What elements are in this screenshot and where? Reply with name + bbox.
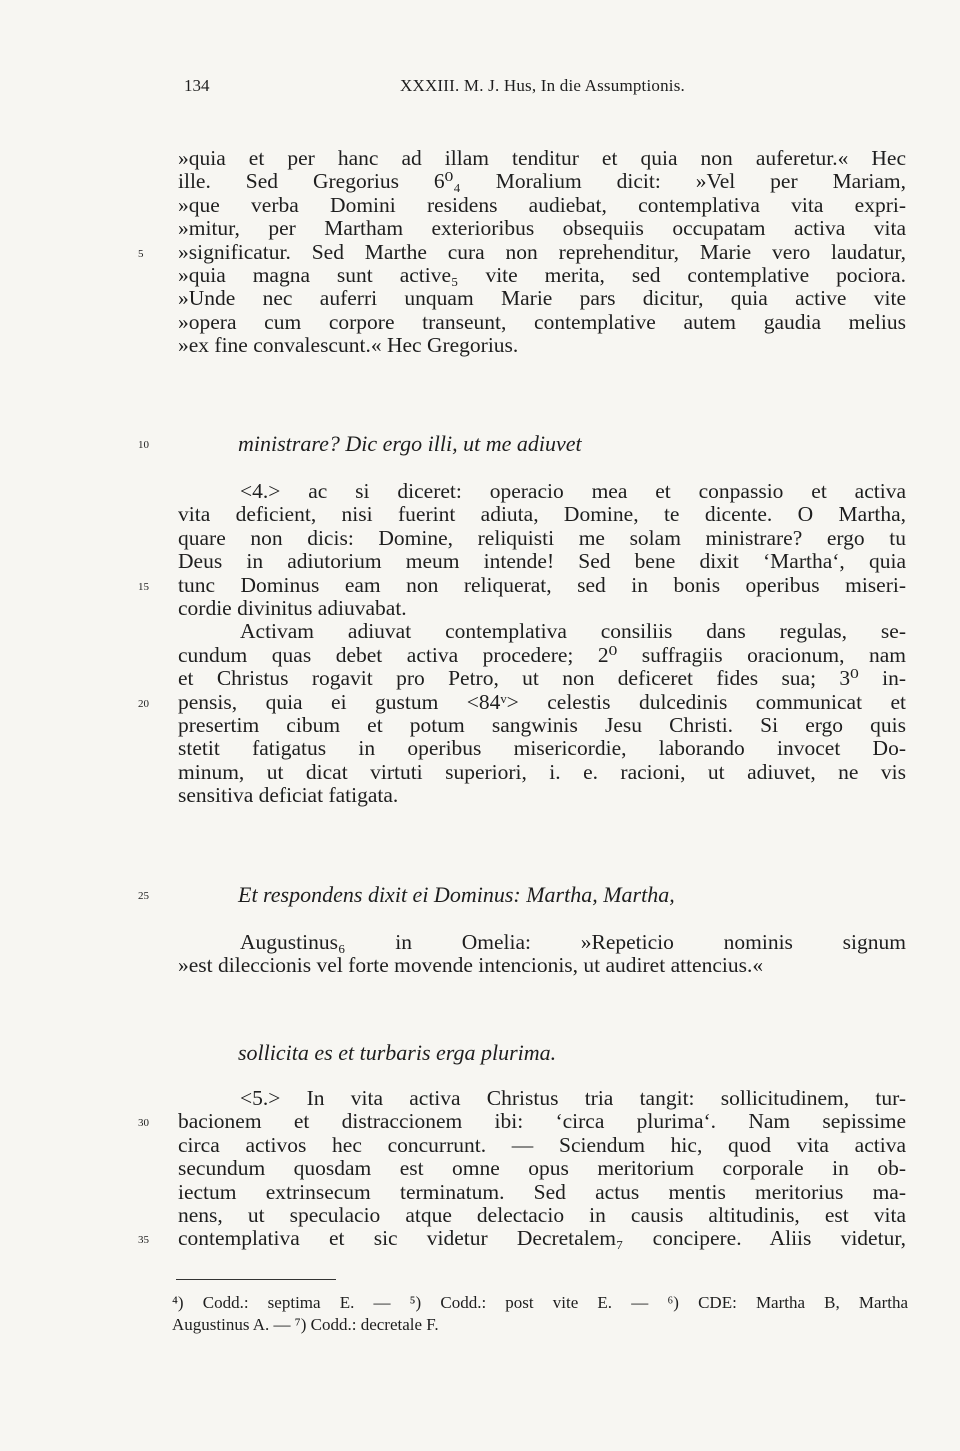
text-line — [178, 1204, 906, 1227]
text-line — [178, 503, 906, 526]
line-text: »mitur, per Martham exterioribus obsequiis occupatam activa vita — [178, 216, 906, 241]
text-line — [178, 287, 906, 310]
text-line — [178, 784, 906, 807]
text-block — [138, 146, 906, 358]
line-text: Activam adiuvat contemplativa consiliis dans regulas, se- — [240, 619, 906, 644]
text-line — [178, 954, 906, 977]
text-line — [178, 644, 906, 667]
text-line — [178, 737, 906, 760]
line-number: 35 — [138, 1234, 149, 1247]
line-text: ministrare? Dic ergo illi, ut me adiuvet — [238, 431, 582, 456]
line-text: stetit fatigatus in operibus misericordie, laborando invocet Do- — [178, 736, 906, 761]
line-text: et Christus rogavit pro Petro, ut non deficeret fides sua; 3⁰ in- — [178, 666, 906, 691]
line-text: <5.> In vita activa Christus tria tangit: sollicitudinem, tur- — [240, 1086, 906, 1110]
footnote-separator — [176, 1279, 336, 1280]
footnotes — [172, 1292, 908, 1336]
line-text: »quia magna sunt active₅ vite merita, sed contemplative pociora. — [178, 262, 906, 287]
text-line — [178, 527, 906, 550]
lemma-line — [138, 882, 906, 907]
text-line — [138, 1109, 906, 1134]
text-line — [138, 572, 906, 597]
text-line — [138, 1226, 906, 1251]
line-number: 25 — [138, 890, 149, 902]
line-text: »quia et per hanc ad illam tenditur et quia non auferetur.« Hec — [178, 146, 906, 170]
text-line — [178, 620, 906, 643]
text-block — [138, 882, 906, 907]
text-line — [178, 667, 906, 690]
line-text: Deus in adiutorium meum intende! Sed bene dixit ‘Martha‘, quia — [178, 549, 906, 574]
page-number: 134 — [184, 76, 210, 95]
line-text: presertim cibum et potum sangwinis Jesu Christi. Si ergo quis — [178, 712, 906, 737]
page-header — [172, 76, 868, 104]
line-text: <4.> ac si diceret: operacio mea et conpassio et activa — [240, 479, 906, 503]
line-number: 30 — [138, 1117, 149, 1130]
text-line — [178, 334, 906, 357]
line-text: sensitiva deficiat fatigata. — [178, 783, 399, 808]
text-line — [178, 550, 906, 573]
text-line — [178, 1157, 906, 1180]
text-line — [178, 311, 906, 334]
line-number: 20 — [138, 697, 149, 710]
line-text: sollicita es et turbaris erga plurima. — [238, 1040, 557, 1065]
line-text: »significatur. Sed Marthe cura non reprehenditur, Marie vero laudatur, — [178, 239, 906, 264]
line-text: circa activos hec concurrunt. — Sciendum hic, quod vita activa — [178, 1132, 906, 1157]
line-text: tunc Dominus eam non reliquerat, sed in bonis operibus miseri- — [178, 572, 906, 597]
text-line — [178, 761, 906, 784]
text-line — [178, 480, 906, 503]
line-text: quare non dicis: Domine, reliquisti me solam ministrare? ergo tu — [178, 525, 906, 550]
line-number: 15 — [138, 580, 149, 593]
text-block — [178, 931, 906, 978]
line-text: »ex fine convalescunt.« Hec Gregorius. — [178, 333, 519, 358]
text-line — [178, 714, 906, 737]
line-text: minum, ut dicat virtuti superiori, i. e. racioni, ut adiuvet, ne vis — [178, 759, 906, 784]
line-text: »que verba Domini residens audiebat, contemplativa vita expri- — [178, 192, 906, 217]
text-line — [178, 1181, 906, 1204]
text-line — [138, 239, 906, 264]
text-line — [178, 597, 906, 620]
line-text: »Unde nec auferri unquam Marie pars dicitur, quia active vite — [178, 286, 906, 311]
line-number: 5 — [138, 247, 144, 260]
text-line — [178, 1134, 906, 1157]
line-text: Augustinus₆ in Omelia: »Repeticio nominis signum — [240, 930, 906, 954]
text-line — [178, 931, 906, 954]
text-line — [178, 264, 906, 287]
text-line — [178, 170, 906, 193]
line-text: »est dileccionis vel forte movende intencionis, ut audiret attencius.« — [178, 953, 764, 978]
footnote-line: ⁴) Codd.: septima E. — ⁵) Codd.: post vite E. — ⁶) CDE: Martha B, Martha — [172, 1293, 908, 1312]
text-line — [178, 147, 906, 170]
running-title: XXXIII. M. J. Hus, In die Assumptionis. — [400, 76, 685, 95]
text-line — [178, 194, 906, 217]
line-text: ille. Sed Gregorius 6⁰₄ Moralium dicit: »Vel per Mariam, — [178, 169, 906, 194]
line-text: cordie divinitus adiuvabat. — [178, 595, 407, 620]
text-line — [178, 217, 906, 240]
line-text: bacionem et distraccionem ibi: ‘circa plurima‘. Nam sepissime — [178, 1109, 906, 1134]
line-text: iectum extrinsecum terminatum. Sed actus mentis meritorius ma- — [178, 1179, 906, 1204]
lemma-line — [138, 431, 906, 456]
line-text: nens, ut speculacio atque delectacio in causis altitudinis, est vita — [178, 1202, 906, 1227]
text-line — [178, 1087, 906, 1110]
line-text: vita deficient, nisi fuerint adiuta, Domine, te dicente. O Martha, — [178, 502, 906, 527]
text-block — [138, 1086, 906, 1251]
text-block — [138, 479, 906, 808]
line-text: cundum quas debet activa procedere; 2⁰ suffragiis oracionum, nam — [178, 642, 906, 667]
text-line — [138, 689, 906, 714]
line-text: secundum quosdam est omne opus meritorium corporale in ob- — [178, 1156, 906, 1181]
text-block — [178, 1041, 906, 1064]
line-text: »opera cum corpore transeunt, contemplative autem gaudia melius — [178, 309, 906, 334]
line-text: Et respondens dixit ei Dominus: Martha, Martha, — [238, 882, 675, 907]
footnote-line: Augustinus A. — ⁷) Codd.: decretale F. — [172, 1315, 439, 1334]
line-text: pensis, quia ei gustum <84ᵛ> celestis dulcedinis communicat et — [178, 689, 906, 714]
line-text: contemplativa et sic videtur Decretalem₇ concipere. Aliis videtur, — [178, 1226, 906, 1251]
lemma-line — [178, 1041, 906, 1064]
text-block — [138, 431, 906, 456]
line-number: 10 — [138, 439, 149, 451]
